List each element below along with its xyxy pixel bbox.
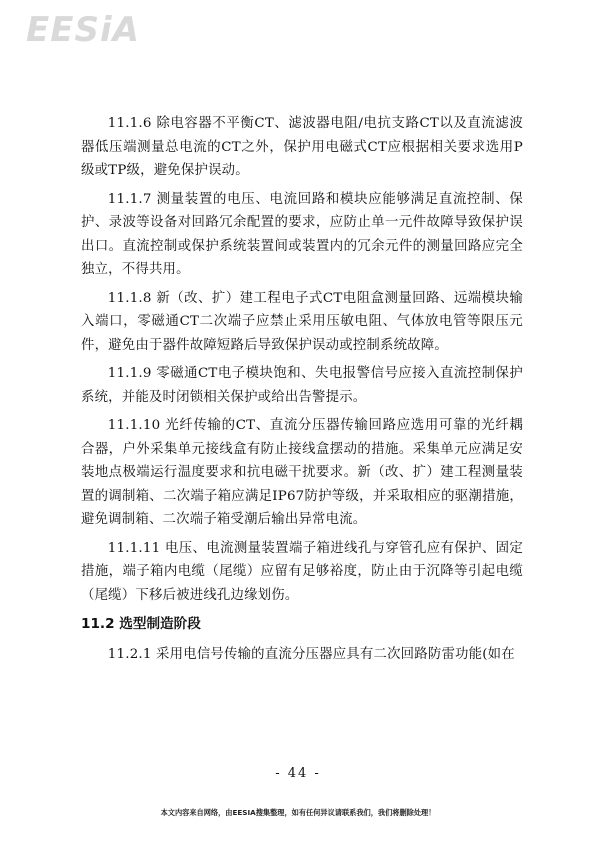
- eesia-logo: EESiA: [26, 10, 140, 50]
- paragraph-11-1-6: 11.1.6 除电容器不平衡CT、滤波器电阻/电抗支路CT以及直流滤波器低压端测量总电流的CT之外，保护用电磁式CT应根据相关要求选用P级或TP级，避免保护误动。: [81, 116, 523, 178]
- section-heading: 11.2 选型制造阶段: [81, 616, 201, 632]
- paragraph-11-1-11: 11.1.11 电压、电流测量装置端子箱进线孔与穿管孔应有保护、固定措施，端子箱内电缆（尾缆）应留有足够裕度，防止由于沉降等引起电缆（尾缆）下移后被进线孔边缘划伤。: [81, 540, 523, 603]
- footer-notice: 本文内容来自网络，由EESIA搜集整理，如有任何异议请联系我们，我们将删除处理！: [160, 808, 436, 817]
- paragraph-11-2-1: 11.2.1 采用电信号传输的直流分压器应具有二次回路防雷功能(如在: [107, 647, 515, 662]
- paragraph-11-1-7: 11.1.7 测量装置的电压、电流回路和模块应能够满足直流控制、保护、录波等设备对回路冗余配置的要求，应防止单一元件故障导致保护误出口。直流控制或保护系统装置间或装置内的冗余元件的测量回路应完全独立，不得共用。: [81, 191, 523, 277]
- paragraph-11-1-9: 11.1.9 零磁通CT电子模块饱和、失电报警信号应接入直流控制保护系统，并能及时闭锁相关保护或给出告警提示。: [81, 366, 523, 405]
- document-body: [81, 112, 523, 672]
- paragraph-11-1-10: 11.1.10 光纤传输的CT、直流分压器传输回路应选用可靠的光纤耦合器，户外采集单元接线盒有防止接线盒摆动的措施。采集单元应满足安装地点极端运行温度要求和抗电磁干扰要求。新（改、扩）建工程测量装置的调制箱、二次端子箱应满足IP67防护等级，并采取相应的驱潮措施，避免调制箱、二次端子箱受潮后输出异常电流。: [81, 418, 523, 527]
- paragraph-11-1-8: 11.1.8 新（改、扩）建工程电子式CT电阻盒测量回路、远端模块输入端口，零磁通CT二次端子应禁止采用压敏电阻、气体放电管等限压元件，避免由于器件故障短路后导致保护误动或控制系统故障。: [81, 290, 523, 353]
- page-number: - 44 -: [275, 766, 321, 781]
